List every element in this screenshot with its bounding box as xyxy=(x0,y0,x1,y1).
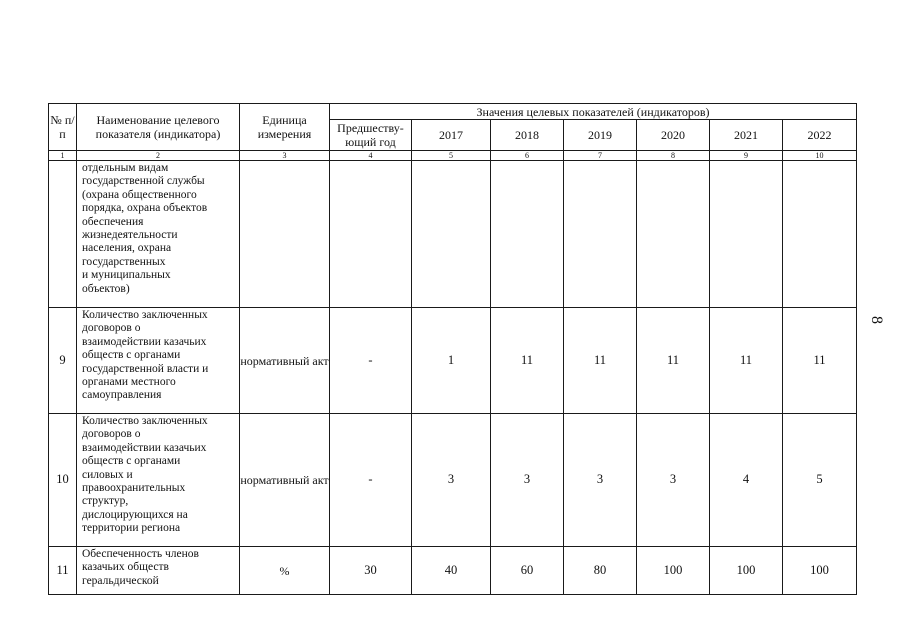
indicator-name-line: органами местного xyxy=(82,376,176,389)
indicator-name-line: и муниципальных xyxy=(82,269,171,282)
indicator-name xyxy=(77,161,240,308)
value-cell: 1 xyxy=(412,308,491,414)
column-number: 5 xyxy=(412,151,491,161)
column-number-row xyxy=(49,151,857,161)
value-cell: 100 xyxy=(783,547,857,595)
page-number: 8 xyxy=(868,316,885,324)
indicator-name-line: взаимодействии казачьих xyxy=(82,335,207,348)
value-cell xyxy=(783,161,857,308)
indicator-name-line: обществ с органами xyxy=(82,455,181,468)
indicator-name xyxy=(77,547,240,595)
indicator-name-line: государственной службы xyxy=(82,175,205,188)
value-cell: - xyxy=(330,308,412,414)
indicator-name-line: объектов) xyxy=(82,282,130,295)
value-cell: 3 xyxy=(564,414,637,547)
header-year: 2020 xyxy=(637,120,710,151)
value-cell: 100 xyxy=(637,547,710,595)
value-cell: 3 xyxy=(637,414,710,547)
value-cell xyxy=(491,161,564,308)
indicator-name-line: обеспечения xyxy=(82,215,144,228)
header-year: 2018 xyxy=(491,120,564,151)
indicator-name-line: взаимодействии казачьих xyxy=(82,441,207,454)
indicator-name-line: государственных xyxy=(82,255,166,268)
header-year: 2019 xyxy=(564,120,637,151)
column-number: 7 xyxy=(564,151,637,161)
indicator-name-line: казачьих обществ xyxy=(82,561,169,574)
value-cell xyxy=(412,161,491,308)
indicator-name-line: Количество заключенных xyxy=(82,415,208,427)
value-cell: 100 xyxy=(710,547,783,595)
indicator-name xyxy=(77,414,240,547)
value-cell: 30 xyxy=(330,547,412,595)
indicator-name xyxy=(77,308,240,414)
value-cell xyxy=(637,161,710,308)
indicator-name-line: геральдической xyxy=(82,574,159,587)
column-number: 1 xyxy=(49,151,77,161)
column-number: 6 xyxy=(491,151,564,161)
header-year: 2017 xyxy=(412,120,491,151)
indicator-name-line: правоохранительных xyxy=(82,482,186,495)
value-cell: 11 xyxy=(564,308,637,414)
value-cell xyxy=(564,161,637,308)
value-cell: 60 xyxy=(491,547,564,595)
value-cell: 11 xyxy=(637,308,710,414)
value-cell: 3 xyxy=(491,414,564,547)
unit-cell: % xyxy=(240,547,330,595)
value-cell: 11 xyxy=(710,308,783,414)
indicator-name-line: (охрана общественного xyxy=(82,188,197,201)
value-cell: 11 xyxy=(783,308,857,414)
header-name: Наименование целевого показателя (индикатора) xyxy=(77,104,240,151)
value-cell: 80 xyxy=(564,547,637,595)
table-row xyxy=(49,161,857,308)
header-unit: Единица измерения xyxy=(240,104,330,151)
indicator-name-line: обществ с органами xyxy=(82,349,181,362)
column-number: 3 xyxy=(240,151,330,161)
header-values-group: Значения целевых показателей (индикаторов) xyxy=(330,104,857,120)
value-cell xyxy=(710,161,783,308)
row-number: 10 xyxy=(49,414,77,547)
value-cell: 5 xyxy=(783,414,857,547)
value-cell xyxy=(330,161,412,308)
indicator-name-line: договоров о xyxy=(82,428,141,441)
value-cell: 3 xyxy=(412,414,491,547)
indicator-name-line: структур, xyxy=(82,495,129,508)
row-number xyxy=(49,161,77,308)
value-cell: - xyxy=(330,414,412,547)
indicator-name-line: самоуправления xyxy=(82,389,162,402)
indicator-name-line: населения, охрана xyxy=(82,242,172,255)
header-prev-year: Предшеству-ющий год xyxy=(330,120,412,151)
column-number: 10 xyxy=(783,151,857,161)
indicator-name-line: территории региона xyxy=(82,522,181,535)
row-number: 9 xyxy=(49,308,77,414)
column-number: 8 xyxy=(637,151,710,161)
row-number: 11 xyxy=(49,547,77,595)
header-num: № п/п xyxy=(49,104,77,151)
table-row xyxy=(49,308,857,414)
value-cell: 11 xyxy=(491,308,564,414)
value-cell: 40 xyxy=(412,547,491,595)
column-number: 9 xyxy=(710,151,783,161)
indicator-name-line: дислоцирующихся на xyxy=(82,508,188,521)
indicators-table xyxy=(48,103,857,595)
indicator-name-line: порядка, охрана объектов xyxy=(82,202,208,215)
indicator-name-line: отдельным видам xyxy=(82,162,169,174)
header-year: 2021 xyxy=(710,120,783,151)
value-cell: 4 xyxy=(710,414,783,547)
unit-cell xyxy=(240,161,330,308)
unit-cell: нормативный акт xyxy=(240,414,330,547)
table-row xyxy=(49,547,857,595)
indicator-name-line: договоров о xyxy=(82,322,141,335)
indicator-name-line: Обеспеченность членов xyxy=(82,548,199,560)
indicator-name-line: силовых и xyxy=(82,468,133,481)
column-number: 2 xyxy=(77,151,240,161)
table-row xyxy=(49,414,857,547)
column-number: 4 xyxy=(330,151,412,161)
indicator-name-line: жизнедеятельности xyxy=(82,229,178,242)
unit-cell: нормативный акт xyxy=(240,308,330,414)
indicator-name-line: государственной власти и xyxy=(82,362,209,375)
header-year: 2022 xyxy=(783,120,857,151)
indicator-name-line: Количество заключенных xyxy=(82,309,208,321)
